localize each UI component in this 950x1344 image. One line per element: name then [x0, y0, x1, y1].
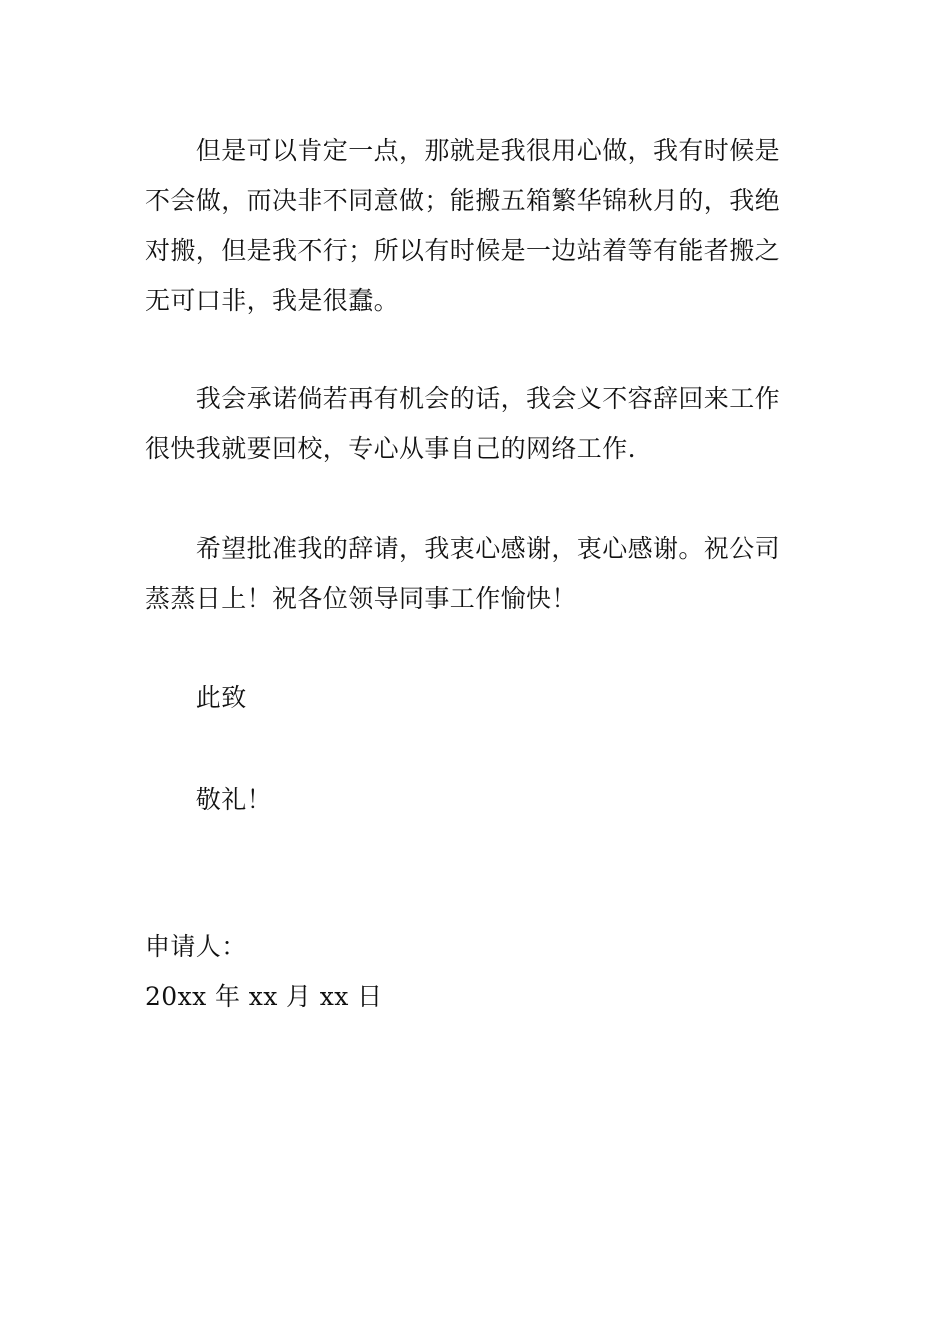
text-line: 我会承诺倘若再有机会的话，我会义不容辞回来工作	[145, 384, 781, 413]
text-line: 不会做，而决非不同意做；能搬五箱繁华锦秋月的，我绝	[145, 186, 781, 215]
closing-salutation: 此致	[145, 683, 247, 712]
text-line: 但是可以肯定一点，那就是我很用心做，我有时候是	[145, 136, 781, 165]
text-line: 无可口非，我是很蠢。	[145, 286, 400, 315]
text-line: 对搬，但是我不行；所以有时候是一边站着等有能者搬之	[145, 236, 781, 265]
text-line: 很快我就要回校，专心从事自己的网络工作.	[145, 434, 636, 463]
text-line: 蒸蒸日上！祝各位领导同事工作愉快！	[145, 584, 577, 613]
date-line: 20xx 年 xx 月 xx 日	[145, 982, 383, 1011]
applicant-label: 申请人：	[145, 932, 247, 961]
closing-regards: 敬礼！	[145, 785, 273, 814]
text-line: 希望批准我的辞请，我衷心感谢，衷心感谢。祝公司	[145, 534, 781, 563]
